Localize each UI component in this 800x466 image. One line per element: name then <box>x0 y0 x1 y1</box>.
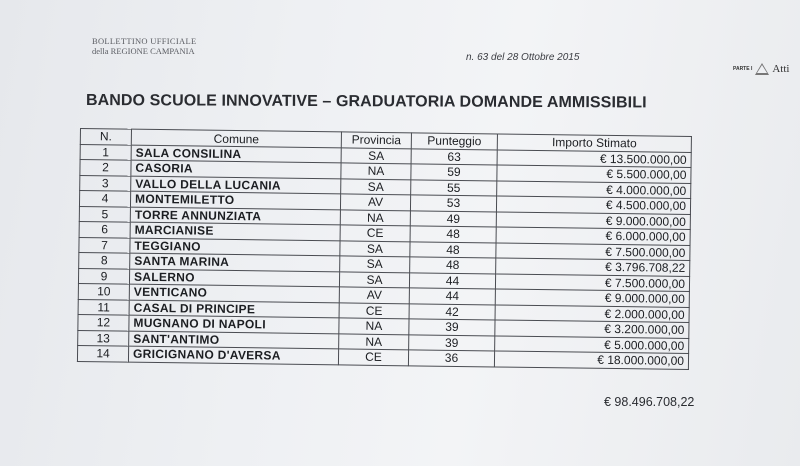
section-label: Atti <box>772 63 790 75</box>
cell-number: 7 <box>79 237 130 253</box>
column-header-comune: Comune <box>131 129 341 147</box>
cell-number: 9 <box>78 268 129 284</box>
cell-comune: SALA CONSILINA <box>131 145 341 163</box>
cell-number: 3 <box>80 175 131 191</box>
cell-number: 4 <box>79 191 130 207</box>
cell-punteggio: 39 <box>409 319 495 336</box>
cell-provincia: SA <box>339 271 409 287</box>
cell-punteggio: 44 <box>409 288 495 305</box>
cell-punteggio: 48 <box>410 241 496 258</box>
cell-punteggio: 39 <box>409 334 495 351</box>
cell-comune: GRICIGNANO D'AVERSA <box>128 346 338 364</box>
cell-comune: TEGGIANO <box>130 238 340 256</box>
cell-provincia: NA <box>339 318 409 334</box>
cell-number: 13 <box>78 330 129 346</box>
cell-number: 1 <box>80 144 131 160</box>
cell-importo: € 2.000.000,00 <box>495 304 689 322</box>
table-body <box>77 144 691 369</box>
cell-importo: € 3.200.000,00 <box>495 320 689 338</box>
cell-punteggio: 44 <box>409 272 495 289</box>
cell-punteggio: 63 <box>411 148 497 165</box>
cell-comune: SANTA MARINA <box>130 253 340 271</box>
cell-punteggio: 48 <box>410 257 496 274</box>
cell-punteggio: 55 <box>411 179 497 196</box>
cell-importo: € 9.000.000,00 <box>496 211 690 229</box>
cell-provincia: SA <box>341 147 411 163</box>
cell-number: 5 <box>79 206 130 222</box>
cell-punteggio: 59 <box>411 164 497 181</box>
cell-punteggio: 53 <box>410 195 496 212</box>
part-label: PARTE I <box>733 66 753 72</box>
cell-number: 6 <box>79 221 130 237</box>
bulletin-region: della REGIONE CAMPANIA <box>92 46 195 56</box>
cell-comune: MUGNANO DI NAPOLI <box>129 315 339 333</box>
cell-provincia: CE <box>338 349 408 365</box>
cell-provincia: SA <box>341 178 411 194</box>
cell-comune: TORRE ANNUNZIATA <box>130 207 340 225</box>
cell-number: 12 <box>78 314 129 330</box>
cell-provincia: AV <box>339 287 409 303</box>
cell-comune: VENTICANO <box>129 284 339 302</box>
issue-info: n. 63 del 28 Ottobre 2015 <box>466 52 580 63</box>
cell-provincia: CE <box>340 225 410 241</box>
cell-importo: € 5.500.000,00 <box>497 165 691 183</box>
cell-provincia: NA <box>341 163 411 179</box>
cell-importo: € 5.000.000,00 <box>495 335 689 353</box>
cell-comune: CASAL DI PRINCIPE <box>129 300 339 318</box>
cell-importo: € 18.000.000,00 <box>494 351 688 369</box>
column-header-punteggio: Punteggio <box>411 133 497 150</box>
cell-importo: € 4.000.000,00 <box>497 180 691 198</box>
cell-provincia: AV <box>340 194 410 210</box>
total-amount: € 98.496.708,22 <box>604 395 695 409</box>
cell-importo: € 7.500.000,00 <box>495 273 689 291</box>
cell-importo: € 4.500.000,00 <box>496 196 690 214</box>
bulletin-title: BOLLETTINO UFFICIALE <box>92 36 197 46</box>
cell-number: 14 <box>77 345 128 361</box>
cell-comune: CASORIA <box>131 160 341 178</box>
cell-number: 11 <box>78 299 129 315</box>
cell-comune: MARCIANISE <box>130 222 340 240</box>
column-header-importo: Importo Stimato <box>497 134 691 152</box>
cell-provincia: NA <box>340 209 410 225</box>
cell-importo: € 6.000.000,00 <box>496 227 690 245</box>
cell-number: 2 <box>80 160 131 176</box>
bulletin-masthead <box>92 36 232 56</box>
cell-importo: € 13.500.000,00 <box>497 149 691 167</box>
cell-comune: SANT'ANTIMO <box>129 331 339 349</box>
cell-provincia: CE <box>339 302 409 318</box>
column-header-provincia: Provincia <box>341 132 411 148</box>
ranking-table-wrapper <box>77 128 692 369</box>
cell-comune: MONTEMILETTO <box>130 191 340 209</box>
cell-importo: € 9.000.000,00 <box>495 289 689 307</box>
cell-number: 8 <box>79 252 130 268</box>
cell-punteggio: 49 <box>410 210 496 227</box>
ranking-table <box>77 128 692 369</box>
cell-comune: VALLO DELLA LUCANIA <box>131 176 341 194</box>
cell-punteggio: 48 <box>410 226 496 243</box>
cell-provincia: SA <box>340 240 410 256</box>
cell-importo: € 3.796.708,22 <box>496 258 690 276</box>
document-title: BANDO SCUOLE INNOVATIVE – GRADUATORIA DOMANDE AMMISSIBILI <box>85 92 647 112</box>
column-header-number: N. <box>80 129 131 145</box>
part-marker <box>733 62 789 76</box>
cell-comune: SALERNO <box>129 269 339 287</box>
cell-importo: € 7.500.000,00 <box>496 242 690 260</box>
cell-number: 10 <box>78 283 129 299</box>
cell-provincia: SA <box>340 256 410 272</box>
triangle-logo-icon <box>755 63 769 75</box>
cell-punteggio: 42 <box>409 303 495 320</box>
cell-provincia: NA <box>339 333 409 349</box>
cell-punteggio: 36 <box>408 350 494 367</box>
